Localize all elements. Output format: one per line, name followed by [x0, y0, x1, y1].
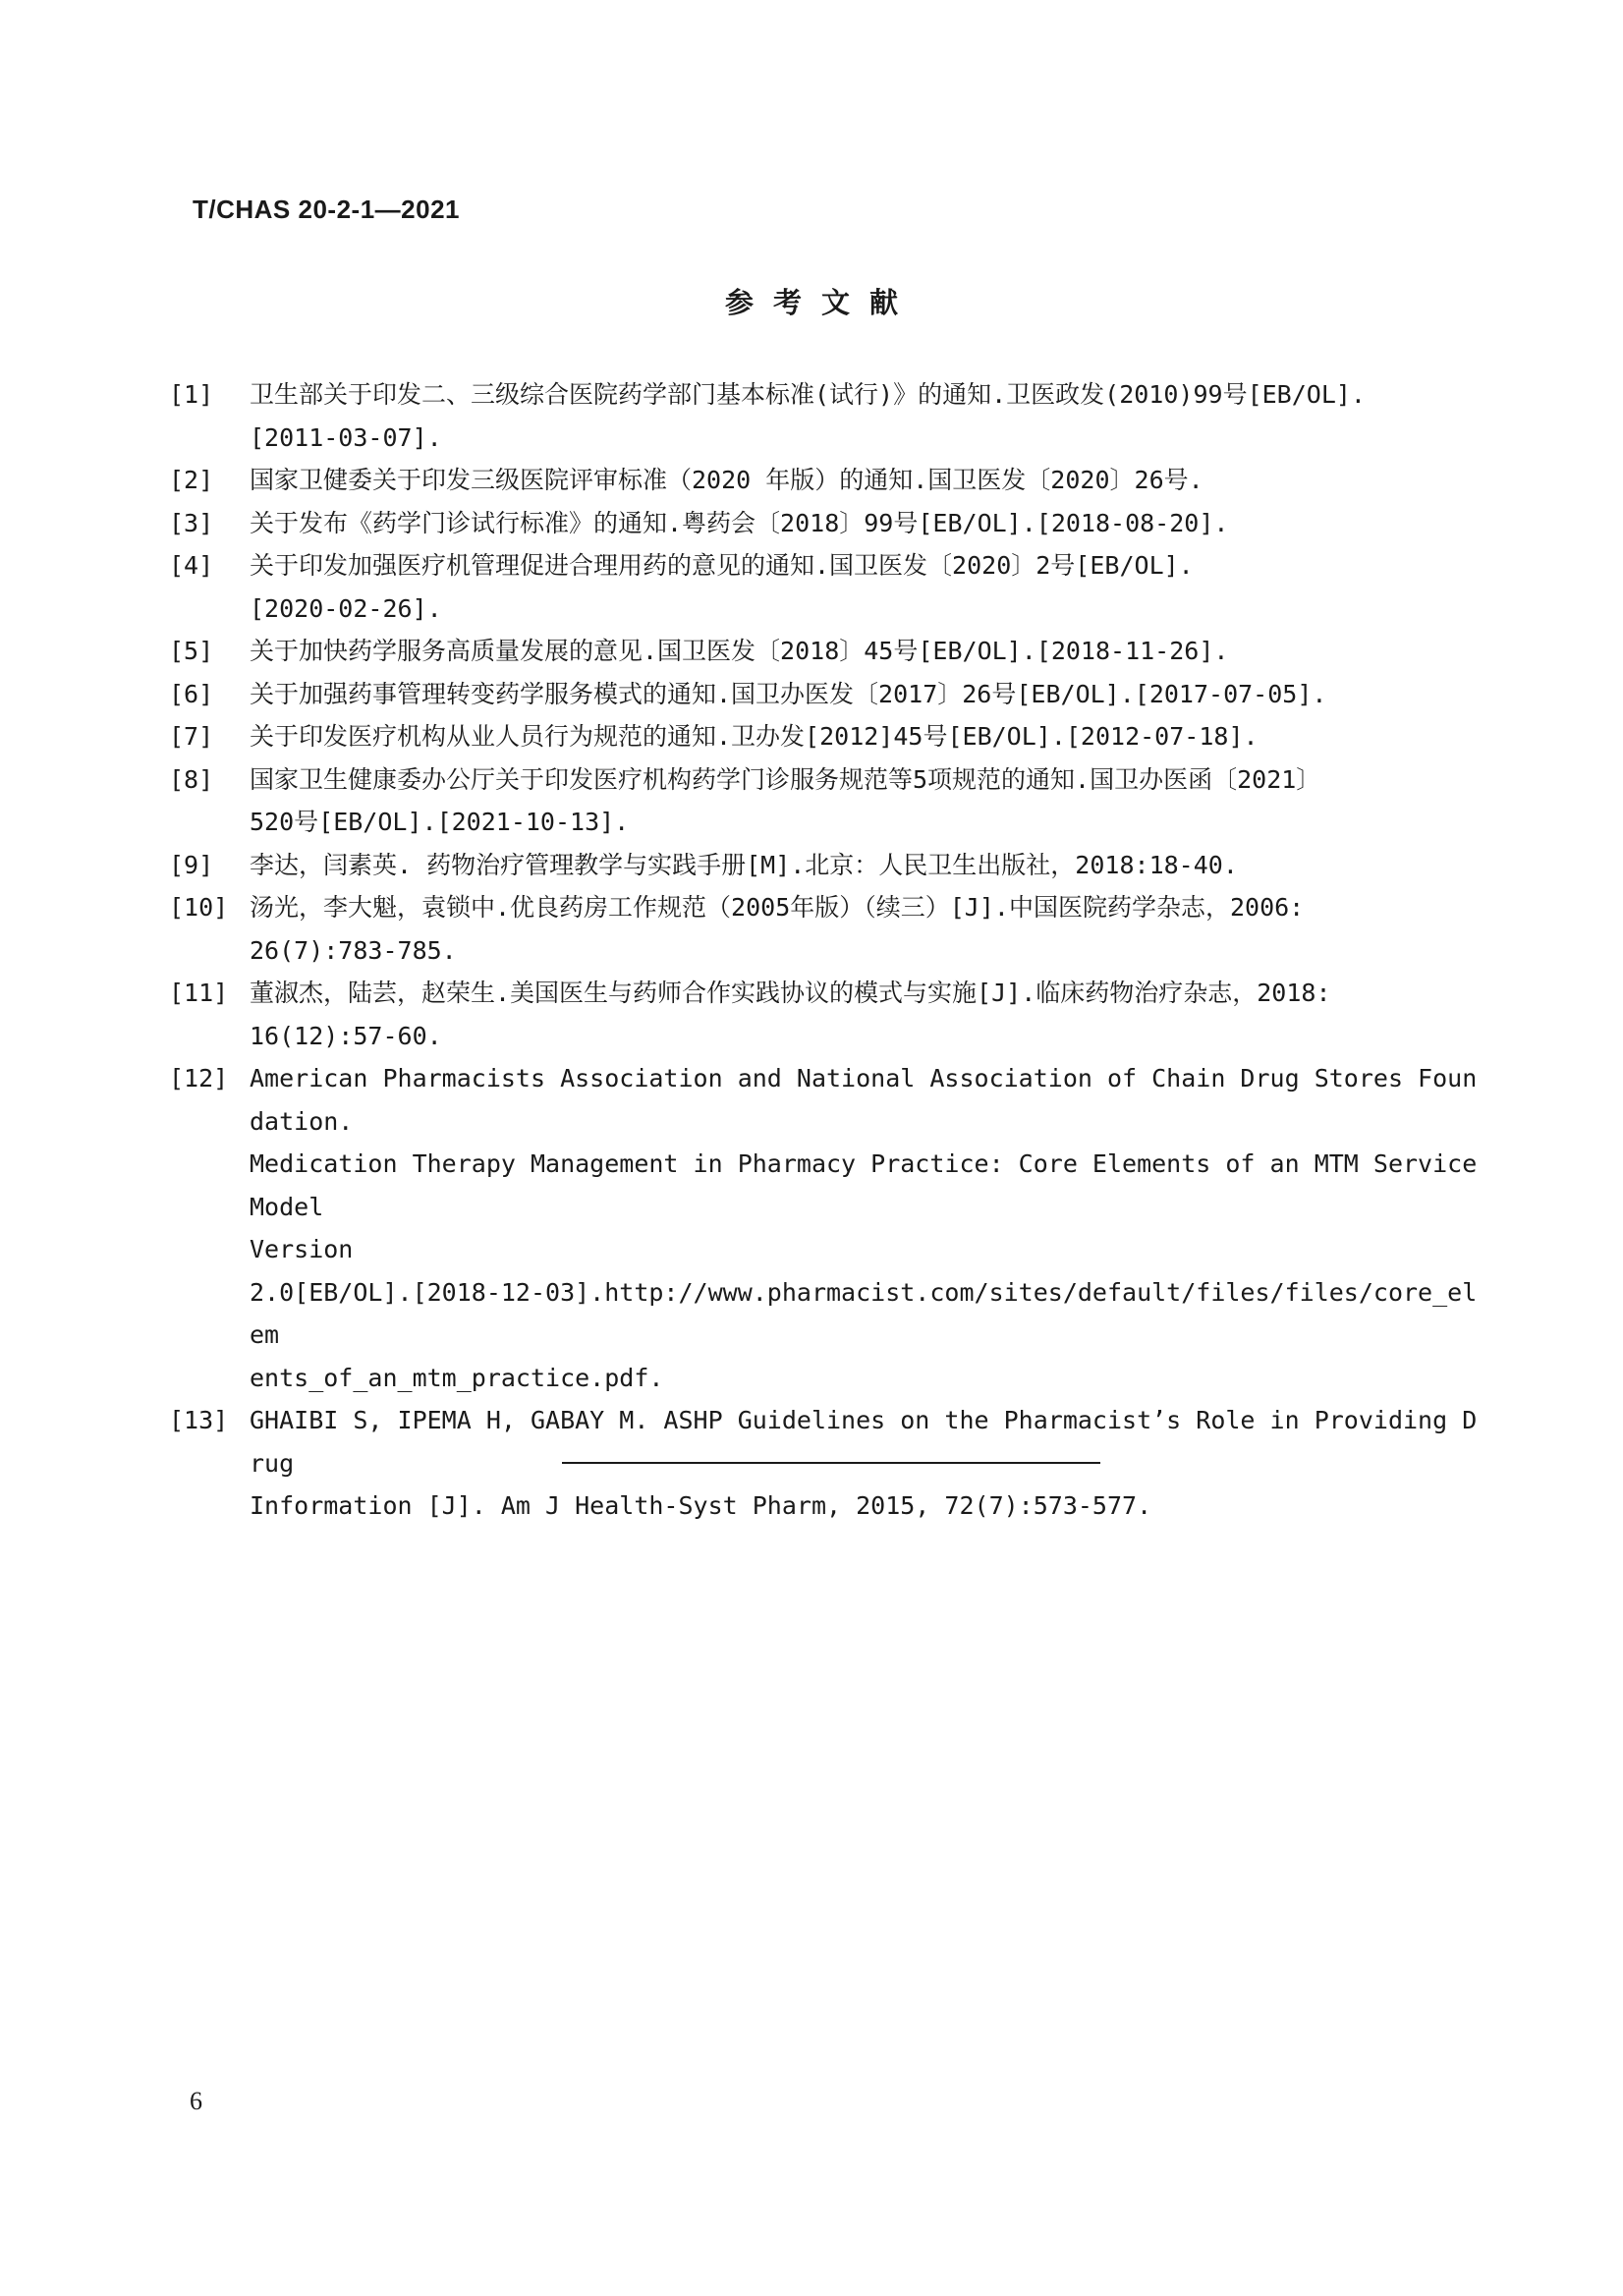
reference-text	[250, 972, 1485, 1057]
reference-number: [9]	[169, 850, 214, 879]
reference-number: [3]	[169, 508, 214, 537]
reference-text	[250, 502, 1485, 545]
reference-line: 汤光，李大魁，袁锁中.优良药房工作规范（2005年版）（续三）[J].中国医院药学杂志，2006:	[250, 893, 1305, 922]
reference-line: Medication Therapy Management in Pharmacy Practice: Core Elements of an MTM Service Model	[250, 1149, 1478, 1221]
reference-line: 关于印发医疗机构从业人员行为规范的通知.卫办发[2012]45号[EB/OL].[2012-07-18].	[250, 722, 1259, 751]
reference-item	[169, 886, 1485, 972]
reference-text	[250, 373, 1485, 459]
reference-item	[169, 630, 1485, 673]
reference-text	[250, 715, 1485, 758]
reference-item	[169, 502, 1485, 545]
reference-number: [2]	[169, 466, 214, 494]
reference-text	[250, 844, 1485, 887]
reference-number: [10]	[169, 893, 229, 922]
document-code: T/CHAS 20-2-1—2021	[193, 195, 460, 224]
reference-item	[169, 1057, 1485, 1399]
reference-number: [8]	[169, 764, 214, 794]
reference-line: GHAIBI S, IPEMA H, GABAY M. ASHP Guidelines on the Pharmacist’s Role in Providing Drug	[250, 1406, 1478, 1478]
reference-line: ents_of_an_mtm_practice.pdf.	[250, 1363, 664, 1392]
reference-line: [2011-03-07].	[250, 422, 442, 452]
reference-text	[250, 630, 1485, 673]
reference-line: 26(7):783-785.	[250, 935, 457, 965]
reference-line: Version	[250, 1235, 354, 1263]
reference-item	[169, 673, 1485, 716]
reference-number: [11]	[169, 979, 229, 1007]
reference-item	[169, 844, 1485, 887]
reference-line: American Pharmacists Association and National Association of Chain Drug Stores Foundation.	[250, 1064, 1478, 1136]
page-number: 6	[190, 2087, 202, 2115]
reference-item	[169, 758, 1485, 844]
reference-line: 关于加强药事管理转变药学服务模式的通知.国卫办医发〔2017〕26号[EB/OL].[2017-07-05].	[250, 679, 1327, 708]
reference-line: 关于印发加强医疗机管理促进合理用药的意见的通知.国卫医发〔2020〕2号[EB/OL].	[250, 551, 1194, 580]
reference-number: [7]	[169, 722, 214, 751]
reference-list	[169, 373, 1485, 1528]
section-title: 参考文献	[724, 286, 918, 319]
end-of-document-rule	[562, 1462, 1100, 1464]
reference-line: 李达，闫素英. 药物治疗管理教学与实践手册[M].北京：人民卫生出版社，2018:18-40.	[250, 850, 1238, 879]
reference-item	[169, 715, 1485, 758]
reference-line: 2.0[EB/OL].[2018-12-03].http://www.pharmacist.com/sites/default/files/files/core_elem	[250, 1277, 1478, 1349]
reference-line: 卫生部关于印发二、三级综合医院药学部门基本标准(试行)》的通知.卫医政发(2010)99号[EB/OL].	[250, 380, 1366, 409]
reference-line: 关于加快药学服务高质量发展的意见.国卫医发〔2018〕45号[EB/OL].[2018-11-26].	[250, 637, 1229, 665]
reference-line: 国家卫生健康委办公厅关于印发医疗机构药学门诊服务规范等5项规范的通知.国卫办医函〔2021〕	[250, 764, 1321, 794]
reference-item	[169, 972, 1485, 1057]
reference-text	[250, 886, 1485, 972]
reference-item	[169, 544, 1485, 630]
reference-line: 关于发布《药学门诊试行标准》的通知.粤药会〔2018〕99号[EB/OL].[2018-08-20].	[250, 508, 1229, 537]
reference-number: [12]	[169, 1064, 229, 1092]
reference-number: [6]	[169, 679, 214, 708]
reference-line: 16(12):57-60.	[250, 1021, 442, 1050]
reference-number: [4]	[169, 551, 214, 580]
reference-text	[250, 1057, 1485, 1399]
reference-item	[169, 373, 1485, 459]
reference-text	[250, 758, 1485, 844]
reference-text	[250, 544, 1485, 630]
reference-number: [1]	[169, 380, 214, 409]
reference-number: [5]	[169, 637, 214, 665]
reference-line: Information [J]. Am J Health-Syst Pharm, 2015, 72(7):573-577.	[250, 1491, 1152, 1520]
reference-line: 520号[EB/OL].[2021-10-13].	[250, 808, 630, 836]
reference-line: 董淑杰，陆芸，赵荣生.美国医生与药师合作实践协议的模式与实施[J].临床药物治疗杂志，2018:	[250, 979, 1331, 1007]
reference-line: [2020-02-26].	[250, 593, 442, 623]
reference-text	[250, 459, 1485, 502]
reference-number: [13]	[169, 1406, 229, 1434]
reference-text	[250, 673, 1485, 716]
reference-item	[169, 459, 1485, 502]
reference-line: 国家卫健委关于印发三级医院评审标准（2020 年版）的通知.国卫医发〔2020〕26号.	[250, 466, 1203, 494]
